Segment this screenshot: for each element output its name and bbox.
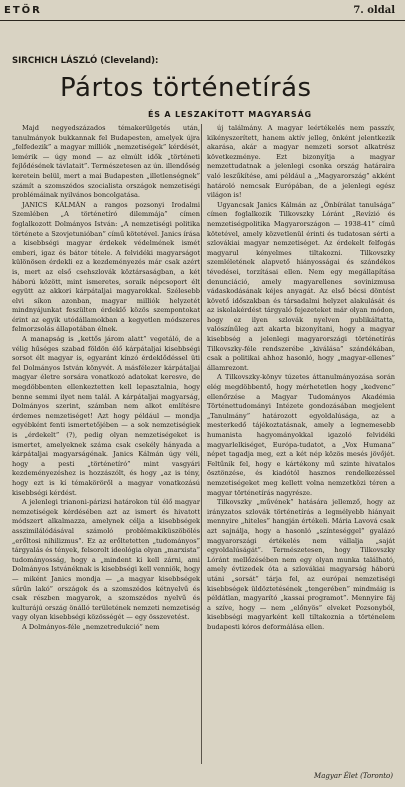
article-subtitle: ÉS A LESZAKÍTOTT MAGYARSÁG [148, 110, 312, 119]
column-divider [201, 124, 202, 764]
header-rule [0, 20, 405, 21]
paragraph: új találmány. A magyar leértékelés nem passzív, kikényszerített, hanem aktív jelleg, önként jelentkezik akarása, akár a magyar nemzeti sorsot alkatrész következménye. Ezt bizonyítja a magyar nemzettudatnak a jelenlegi csonka ország határaira való leszűkítése, ami például a ,,Magyarország” akként határoló nemcsak Európában, de a jelenlegi egész világon is! [207, 124, 395, 200]
page-number: 7. oldal [353, 5, 395, 16]
paragraph: A Tilkovszky-könyv túzetes áttanulmányozása során elég megdöbbentő, hogy mérhetetlen hogy „kedvenc” ellenőrzése a Magyar Tudományos Akadémia Történettudományi Intézete gondozásában megjelent „Tanulmány” határozott egyoldalúsága, az a mesterkedő tájékoztatásnak, amely a legnemesebb humanista hagyományokkal igazoló felvidéki magyarlelkiséget, Európa-tudatot, a „Vox Humana” népet tagadja meg, ezt a két nép közös mesés jövőjét. Feltűnik fel, hogy e kártékony mű szinte hivatalos ösztönzése, és kiadótól hasznos rendelkezéssel nemzetiségeket meg kellett volna nemzetközi téren a magyar történetírás nagyrésze. [207, 373, 395, 497]
paragraph: Ugyancsak Janics Kálmán az „Önbírálat tanulsága” címen foglalkozik Tilkovszky Lóránt „Revízió és nemzetiségpolitika Magyarországon — 1938-41” című kötetével, amely közvetlenül érinti és tudatosan sérti a szlovákiai magyar nemzetiséget. Az érdekelt felfogás magyarul kényelmes tiltakozni. Tilkovszky szemléletének alapvető hiányosságai és szándékos tévedései, torzításai ellen. Nem egy megállapítása denunciáció, amely magyarellenes sovinizmusa vádaskodásának kéjes anyagát. Az első bécsi döntést követő időszakban és társadalmi helyzet alakulását és az iskolakérdést tárgyaló fejezeteket már olyan módon, hogy ez ilyen szlovák nyelven publikáltatta, valószínűleg azt akarta bizonyítani, hogy a magyar kisebbség a jelenlegi magyarországi történetírás Tilkovszky-féle rendszerébe „kiválása” szándékában, csak a politikai ahhoz hasonló, hogy „magyar-ellenes” államrezont. [207, 200, 395, 372]
paragraph: Majd negyedszázados témakerülgetés után, tanulmányok bukkannak fel Budapesten, amelyek újra „felfedezik” a magyar milliók „nemzetiségek” kérdését, lemérik — úgy mond — az elmúlt idők „történeti fejlődésének távlatait”. Természetesen az ún. illendőség keretein belül, mert a mai Budapesten „illetlenségnek” számít a szomszédos szocialista országok nemzetiségi problémáinak nyilvános boncolgatása. [12, 124, 200, 200]
article-author: SIRCHICH LÁSZLÓ (Cleveland): [12, 56, 159, 66]
paragraph: A jelenlegi trianoni-párizsi határokon túl élő magyar nemzetiségek kérdésében azt az ismert és hivatott módszert alkalmazza, amelynek célja a kisebbségek asszimilálódásával számoló problémakiküszöbölés „erőltosi nihilizmus”. Ez az erőltetetten „tudományos” tárgyalás és tények, felsorolt ideológia olyan „marxista” tudományosság, hogy a „mindent ki kell zárni, ami Dolmányos Istvánéknak is kisebbségi kell venniök, hogy — miként Janics mondja — „a magyar kisebbségek sűrűn lakó” országok és a szomszédos kétnyelvű és csak részben magyarok, a szomszédos nyelvű és kulturájú ország önálló területének nemzeti nemzetiség vagy olyan kisebbségi közösségét — egy összevetést. [12, 498, 200, 622]
article-column-left [12, 124, 200, 632]
paragraph: Tilkovszky „művének” hatására jellemző, hogy az irányzatos szlovák történetírás a legmélyebb hiányait mennyire „hiteles” hangján értékeli. Mária Lavová csak azt sajnálja, hogy a hasonló „színteséggel” gyalázó magyarországi értékelés nem vállalja „saját egyoldalúságát”. Természetesen, hogy Tilkovszky Lóránt mellőzésében nem egy olyan munka található, amely évtizedek óta a szlovákiai magyarság háború utáni „sorsát” tárja fel, az európai nemzetiségi kisebbségek üldöztetésének „tengerében” mindmáig is példátlan, magyarító „kassai programot”. Mennyire fáj a szíve, hogy — nem „előnyös” elveket Pozsonyból, kisebbségi magyarként kell tiltakoznia a történelem budapesti kóros deformálása ellen. [207, 498, 395, 631]
paragraph: A manapság is „kettős járom alatt” vegetáló, de a vélig hűséges szabad földön élő kárpátaljai kisebbségi sorsot élt magyar is, egyaránt kínzó érdeklődéssel üti fel Dolmányos István könyvét. A másfélezer kárpátaljai magyar életre sorsára vonatkozó adatokat keresve, de megdöbbenten ellenkeztetten kell lepasztalnia, hogy benne semmi ilyet nem talál. A kárpátaljai magyarság, Dolmányos szerint, számban nem alkot említésre érdemes nemzetiséget! Azt hogy például — mondja egyébként fenti ismertetőjében — a sok nemzetiségiek is „érdekelt” (?), pedig olyan nemzetiségeket is ismertet, amelyeknek száma csak csekély hányada a kárpátaljai magyarságénak. Janics Kálmán úgy véli, hogy a pesti „történetíró” mint vasgyári kezdeményezéshez is hozzászólt, és hogy „az is tény, hogy ezt is kí témaköröről a magyar vonatkozású kisebbségi kérdést. [12, 335, 200, 497]
article-source: Magyar Élet (Toronto) [314, 772, 393, 780]
page-header-publication: ETÖR [4, 5, 42, 16]
article-column-right [207, 124, 395, 632]
article-title: Pártos történetírás [60, 73, 312, 103]
paragraph: JANICS KÁLMÁN a rangos pozsonyi Irodalmi Szemlében „A történetíró dilemmája” címen foglalkozott Dolmányos István: „A nemzetiségi politika története a Szovjetunióban” című kötetével. Janics írása a kisebbségi magyar érdekek védelmének ismét emberi, igaz és bátor tétele. A felvidéki magyarságot különösen érdekli ez a kezdeményezés már csak azért is, mert az első csehszlovák köztársaságban, a két háború között, mint ismeretes, soraik népcsoport élt együtt az akkori kárpátaljai magyarokkal. Szélesebb elvi síkon azonban, magyar milliók helyzetét mindnyájunkat feszülten érdeklő közös szempontokat érint az egyik utódállamokban a kegyetlen módszeres felmorzsolás állapotában élnek. [12, 200, 200, 334]
paragraph: A Dolmányos-féle „nemzetredukció” nem [22, 622, 160, 631]
